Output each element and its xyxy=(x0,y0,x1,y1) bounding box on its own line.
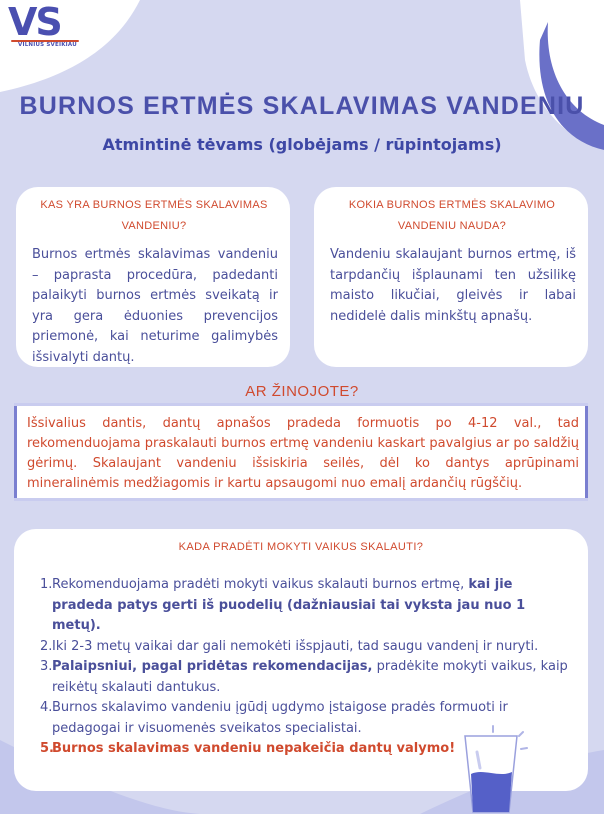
logo-subtitle: VILNIUS SVEIKIAU xyxy=(18,42,77,48)
card-when-to-start-heading: KADA PRADĖTI MOKYTI VAIKUS SKALAUTI? xyxy=(178,541,424,553)
list-item: 2. Iki 2-3 metų vaikai dar gali nemokėti išspjauti, tad saugu vandenį ir nuryti. xyxy=(40,638,539,654)
did-you-know-box xyxy=(14,406,588,498)
page-title: BURNOS ERTMĖS SKALAVIMAS VANDENIU xyxy=(19,92,585,120)
list-item: 5. Burnos skalavimas vandeniu nepakeičia dantų valymo! xyxy=(40,741,456,756)
did-you-know-heading: AR ŽINOJOTE? xyxy=(245,383,359,400)
card-benefit-body: Vandeniu skalaujant burnos ertmę, iš tarpdančių išplaunami ten užsilikę maisto likučiai, gleivės ir labai nedidelė dalis minkštų apnašų. xyxy=(330,247,576,324)
card-what-is xyxy=(16,187,290,367)
list-item: 4. Burnos skalavimo vandeniu įgūdį ugdymo įstaigose pradės formuoti ir pedagogai ir visuomenės sveikatos specialistai. xyxy=(40,700,508,736)
card-benefit xyxy=(314,187,588,367)
card-benefit-heading: KOKIA BURNOS ERTMĖS SKALAVIMO VANDENIU NAUDA? xyxy=(348,199,556,232)
list-item: 3. Palaipsniui, pagal pridėtas rekomendacijas, pradėkite mokyti vaikus, kaip reikėtų skalauti dantukus. xyxy=(40,659,568,695)
logo-mark: VS xyxy=(8,0,61,44)
page-subtitle: Atmintinė tėvams (globėjams / rūpintojams) xyxy=(102,135,502,154)
card-what-is-body: Burnos ertmės skalavimas vandeniu – paprasta procedūra, padedanti palaikyti burnos ertmės sveikatą ir yra gera ėduonies prevencijos priemonė, kai neturime galimybės išsivalyti dantų. xyxy=(32,247,278,365)
list-item: 1. Rekomenduojama pradėti mokyti vaikus skalauti burnos ertmę, kai jie pradeda patys gerti iš puodelių (dažniausiai tai vyksta jau nuo 1 metų). xyxy=(40,577,526,633)
did-you-know-body: Išsivalius dantis, dantų apnašos pradeda formuotis po 4-12 val., tad rekomenduojama praskalauti burnos ertmę vandeniu kaskart pavalgius ar po saldžių gėrimų. Skalaujant vandeniu išsiskiria seilės, dėl ko dantys aprūpinami mineralinėmis medžiagomis ir kartu apsaugomi nuo emalį ardančių rūgščių. xyxy=(27,416,579,491)
logo-underline-icon xyxy=(10,38,80,44)
water-glass-icon xyxy=(455,722,535,814)
logo xyxy=(0,0,80,60)
card-what-is-heading: KAS YRA BURNOS ERTMĖS SKALAVIMAS VANDENIU? xyxy=(40,199,268,232)
